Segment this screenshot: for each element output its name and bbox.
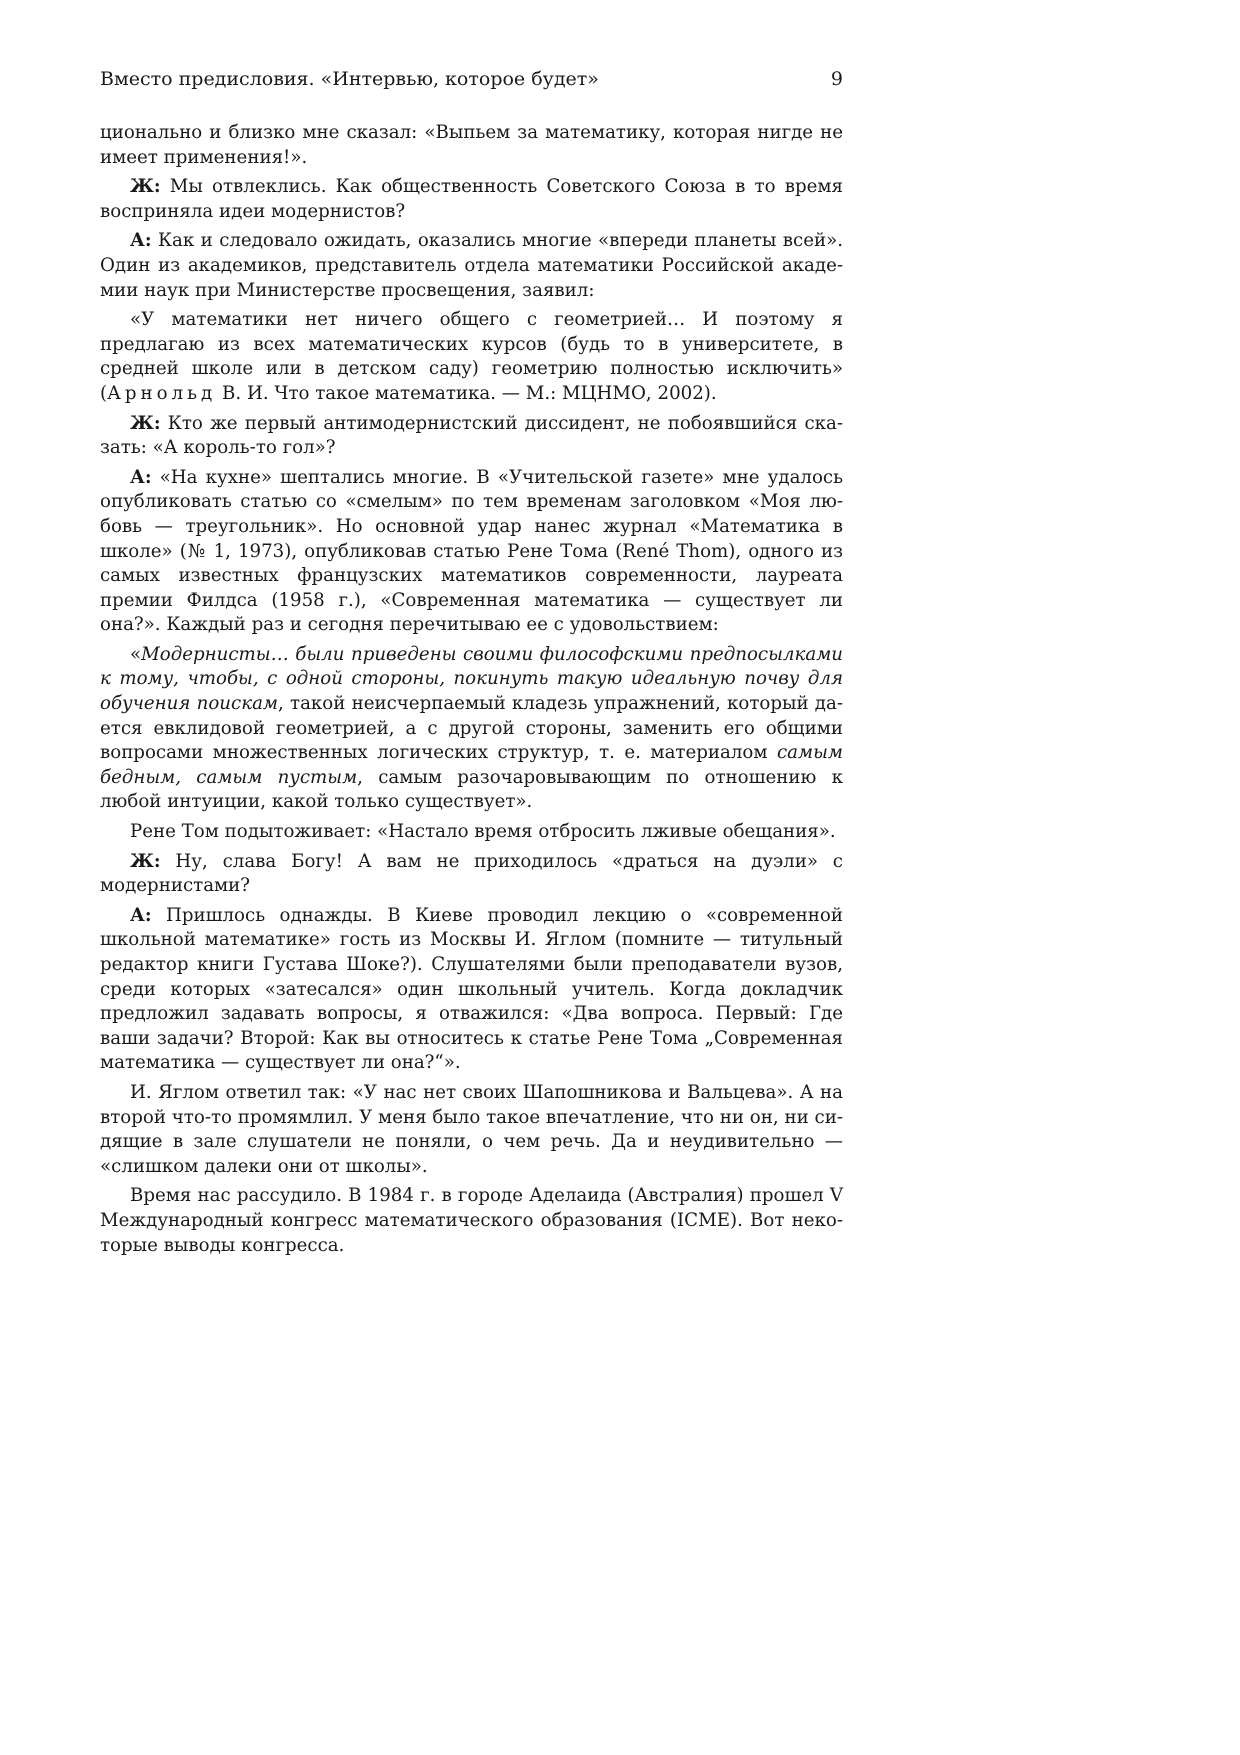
paragraph-text: Мы отвлеклись. Как общественность Советского Союза в то время восприняла идеи модернистов? — [100, 176, 843, 222]
quote-text: , самым разочаровывающим по отношению к любой интуиции, какой только существует». — [100, 766, 843, 813]
paragraph-author-answer-2 — [100, 466, 843, 638]
paragraph-text: Рене Том подытоживает: «Настало время отбросить лживые обещания». — [130, 821, 836, 843]
citation-author: Арнольд — [107, 382, 217, 404]
speaker-author: А: — [130, 230, 152, 252]
speaker-author: А: — [130, 466, 152, 488]
quote-italic-text: самым бедным, самым пустым — [100, 742, 843, 788]
paragraph-text: Как и следовало ожидать, оказались многие «впереди планеты всей». Один из академиков, представитель отдела математики Российской академии наук при Министерстве просвещения, заявил: — [100, 230, 843, 301]
quote-open-mark: « — [130, 643, 142, 665]
paragraph-journalist-question-3 — [100, 850, 843, 899]
quote-italic-text: Модернисты… были приведены своими философскими предпосылками к тому, чтобы, с одной стороны, покинуть такую идеальную почву для обучения поискам — [100, 643, 843, 715]
paragraph-continuation — [100, 121, 843, 170]
paragraph-text: Пришлось однажды. В Киеве проводил лекцию о «современной школьной математике» гость из Москвы И. Яглом (помните — титульный редактор книги Густава Шоке?). Слушателями были преподаватели вузов, среди которых «затесался» один школьный учитель. Когда докладчик предложил задавать вопросы, я отважился: «Два вопроса. Первый: Где ваши задачи? Второй: Как вы относитесь к статье Рене Тома „Современная математика — существует ли она?“». — [100, 904, 843, 1074]
paragraph-yaglom-reply — [100, 1081, 843, 1179]
paragraph-journalist-question-1 — [100, 175, 843, 224]
body-text — [100, 121, 843, 1263]
paragraph-text: «На кухне» шептались многие. В «Учительской газете» мне удалось опубликовать статью со «смелым» по тем временам заголовком «Моя любовь — треугольник». Но основной удар нанес журнал «Математика в школе» (№ 1, 1973), опубликовав статью Рене Тома (René Thom), одного из самых известных французских математиков современности, лауреата премии Филдса (1958 г.), «Современная математика — существует ли она?». Каждый раз и сегодня перечитываю ее с удовольствием: — [100, 466, 843, 636]
paragraph-quote-academic — [100, 308, 843, 406]
quote-text: , такой неисчерпаемый кладезь упражнений, который дается евклидовой геометрией, а с другой стороны, заменить его общими вопросами множественных логических структур, т. е. материалом — [100, 693, 844, 764]
paragraph-text: Кто же первый антимодернистский диссидент, не побоявшийся сказать: «А король-то гол»? — [100, 412, 843, 459]
paragraph-author-answer-1 — [100, 229, 843, 303]
paragraph-text: Ну, слава Богу! А вам не приходилось «драться на дуэли» с модернистами? — [100, 850, 843, 897]
page-number: 9 — [830, 68, 843, 90]
paragraph-icme — [100, 1184, 843, 1258]
paragraph-text: Время нас рассудило. В 1984 г. в городе Аделаида (Австралия) прошел V Международный конгресс математического образования (ICME). Вот некоторые выводы конгресса. — [100, 1185, 843, 1256]
paragraph-text: ционально и близко мне сказал: «Выпьем за математику, которая нигде не имеет применения!». — [100, 122, 843, 168]
running-head — [100, 64, 843, 94]
speaker-journalist: Ж: — [130, 412, 161, 434]
paragraph-thom-summary — [100, 820, 843, 845]
running-head-title: Вместо предисловия. «Интервью, которое будет» — [100, 68, 599, 90]
paragraph-quote-thom — [100, 643, 843, 815]
speaker-journalist: Ж: — [130, 176, 161, 198]
paragraph-text: И. Яглом ответил так: «У нас нет своих Шапошникова и Вальцева». А на второй что-то промямлил. У меня было такое впечатление, что ни он, ни сидящие в зале слушатели не поняли, о чем речь. Да и неудивительно — «слишком далеки они от школы». — [100, 1081, 843, 1177]
quote-text: В. И. Что такое математика. — М.: МЦНМО, 2002). — [216, 382, 717, 404]
speaker-author: А: — [130, 904, 152, 926]
paragraph-journalist-question-2 — [100, 412, 843, 461]
paragraph-author-answer-3 — [100, 904, 843, 1076]
quote-text: «У математики нет ничего общего с геометрией… И поэтому я предлагаю из всех математических курсов (будь то в университете, в средней школе или в детском саду) геометрию полностью исключить» ( — [100, 309, 843, 404]
speaker-journalist: Ж: — [130, 850, 161, 872]
